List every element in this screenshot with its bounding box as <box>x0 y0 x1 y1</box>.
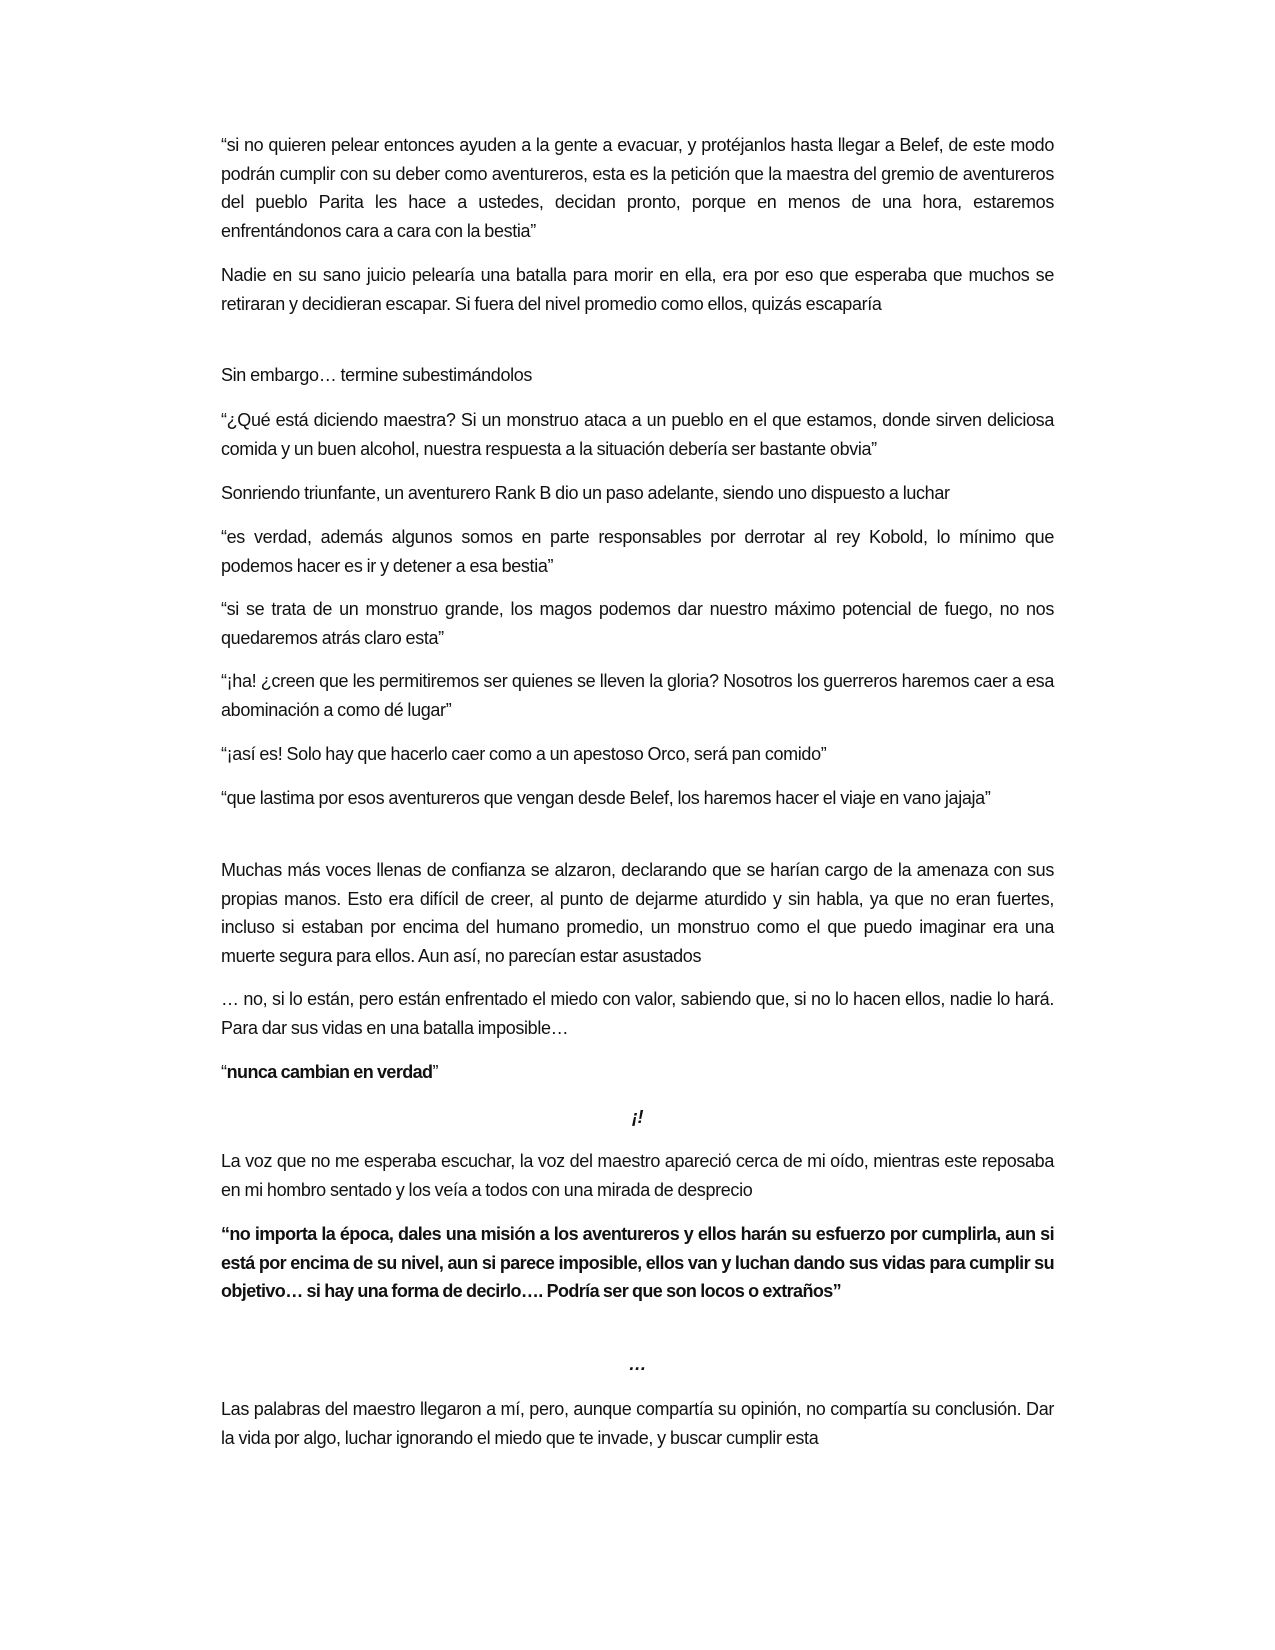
paragraph-dialogue-belef: “que lastima por esos aventureros que vengan desde Belef, los haremos hacer el viaje en vano jajaja” <box>221 788 991 808</box>
paragraph-narration-courage: … no, si lo están, pero están enfrentado el miedo con valor, sabiendo que, si no lo hacen ellos, nadie lo hará. Para dar sus vidas en una batalla imposible… <box>221 989 1054 1038</box>
separator-exclamation: ¡! <box>631 1107 644 1127</box>
paragraph-narration-voices: Muchas más voces llenas de confianza se alzaron, declarando que se harían cargo de la amenaza con sus propias manos. Esto era difícil de creer, al punto de dejarme aturdido y sin habla, ya que no eran fuertes, incluso si estaban por encima del humano promedio, un monstruo como el que puedo imaginar era una muerte segura para ellos. Aun así, no parecían estar asustados <box>221 860 1054 966</box>
paragraph-dialogue-warriors: “¡ha! ¿creen que les permitiremos ser quienes se lleven la gloria? Nosotros los guerreros haremos caer a esa abominación a como dé lugar” <box>221 671 1054 720</box>
paragraph-narration-expectation: Nadie en su sano juicio pelearía una batalla para morir en ella, era por eso que esperaba que muchos se retiraran y decidieran escapar. Si fuera del nivel promedio como ellos, quizás escaparía <box>221 265 1054 314</box>
paragraph-master-voice: La voz que no me esperaba escuchar, la voz del maestro apareció cerca de mi oído, mientras este reposaba en mi hombro sentado y los veía a todos con una mirada de desprecio <box>221 1151 1054 1200</box>
paragraph-dialogue-orco: “¡así es! Solo hay que hacerlo caer como a un apestoso Orco, será pan comido” <box>221 744 827 764</box>
paragraph-guild-master-request: “si no quieren pelear entonces ayuden a la gente a evacuar, y protéjanlos hasta llegar a Belef, de este modo podrán cumplir con su deber como aventureros, esta es la petición que la maestra del gremio de aventureros del pueblo Parita les hace a ustedes, decidan pronto, porque en menos de una hora, estaremos enfrentándonos cara a cara con la bestia” <box>221 135 1054 241</box>
close-quote: ” <box>432 1062 439 1082</box>
paragraph-master-remark <box>221 1058 1054 1087</box>
separator-ellipsis: … <box>628 1354 647 1374</box>
open-quote: “ <box>221 1062 227 1082</box>
paragraph-conclusion: Las palabras del maestro llegaron a mí, pero, aunque compartía su opinión, no compartía su conclusión. Dar la vida por algo, luchar ignorando el miedo que te invade, y buscar cumplir esta <box>221 1399 1054 1448</box>
paragraph-master-speech-bold: “no importa la época, dales una misión a los aventureros y ellos harán su esfuerzo por cumplirla, aun si está por encima de su nivel, aun si parece imposible, ellos van y luchan dando sus vidas para cumplir su objetivo… si hay una forma de decirlo…. Podría ser que son locos o extraños” <box>221 1224 1054 1301</box>
paragraph-underestimated: Sin embargo… termine subestimándolos <box>221 365 533 385</box>
paragraph-dialogue-obvious: “¿Qué está diciendo maestra? Si un monstruo ataca a un pueblo en el que estamos, donde sirven deliciosa comida y un buen alcohol, nuestra respuesta a la situación debería ser bastante obvia” <box>221 410 1054 459</box>
paragraph-dialogue-mages: “si se trata de un monstruo grande, los magos podemos dar nuestro máximo potencial de fuego, no nos quedaremos atrás claro esta” <box>221 599 1054 648</box>
paragraph-dialogue-kobold: “es verdad, además algunos somos en parte responsables por derrotar al rey Kobold, lo mínimo que podemos hacer es ir y detener a esa bestia” <box>221 527 1054 576</box>
paragraph-rank-b-step: Sonriendo triunfante, un aventurero Rank B dio un paso adelante, siendo uno dispuesto a luchar <box>221 483 950 503</box>
bold-remark: nunca cambian en verdad <box>226 1062 433 1082</box>
